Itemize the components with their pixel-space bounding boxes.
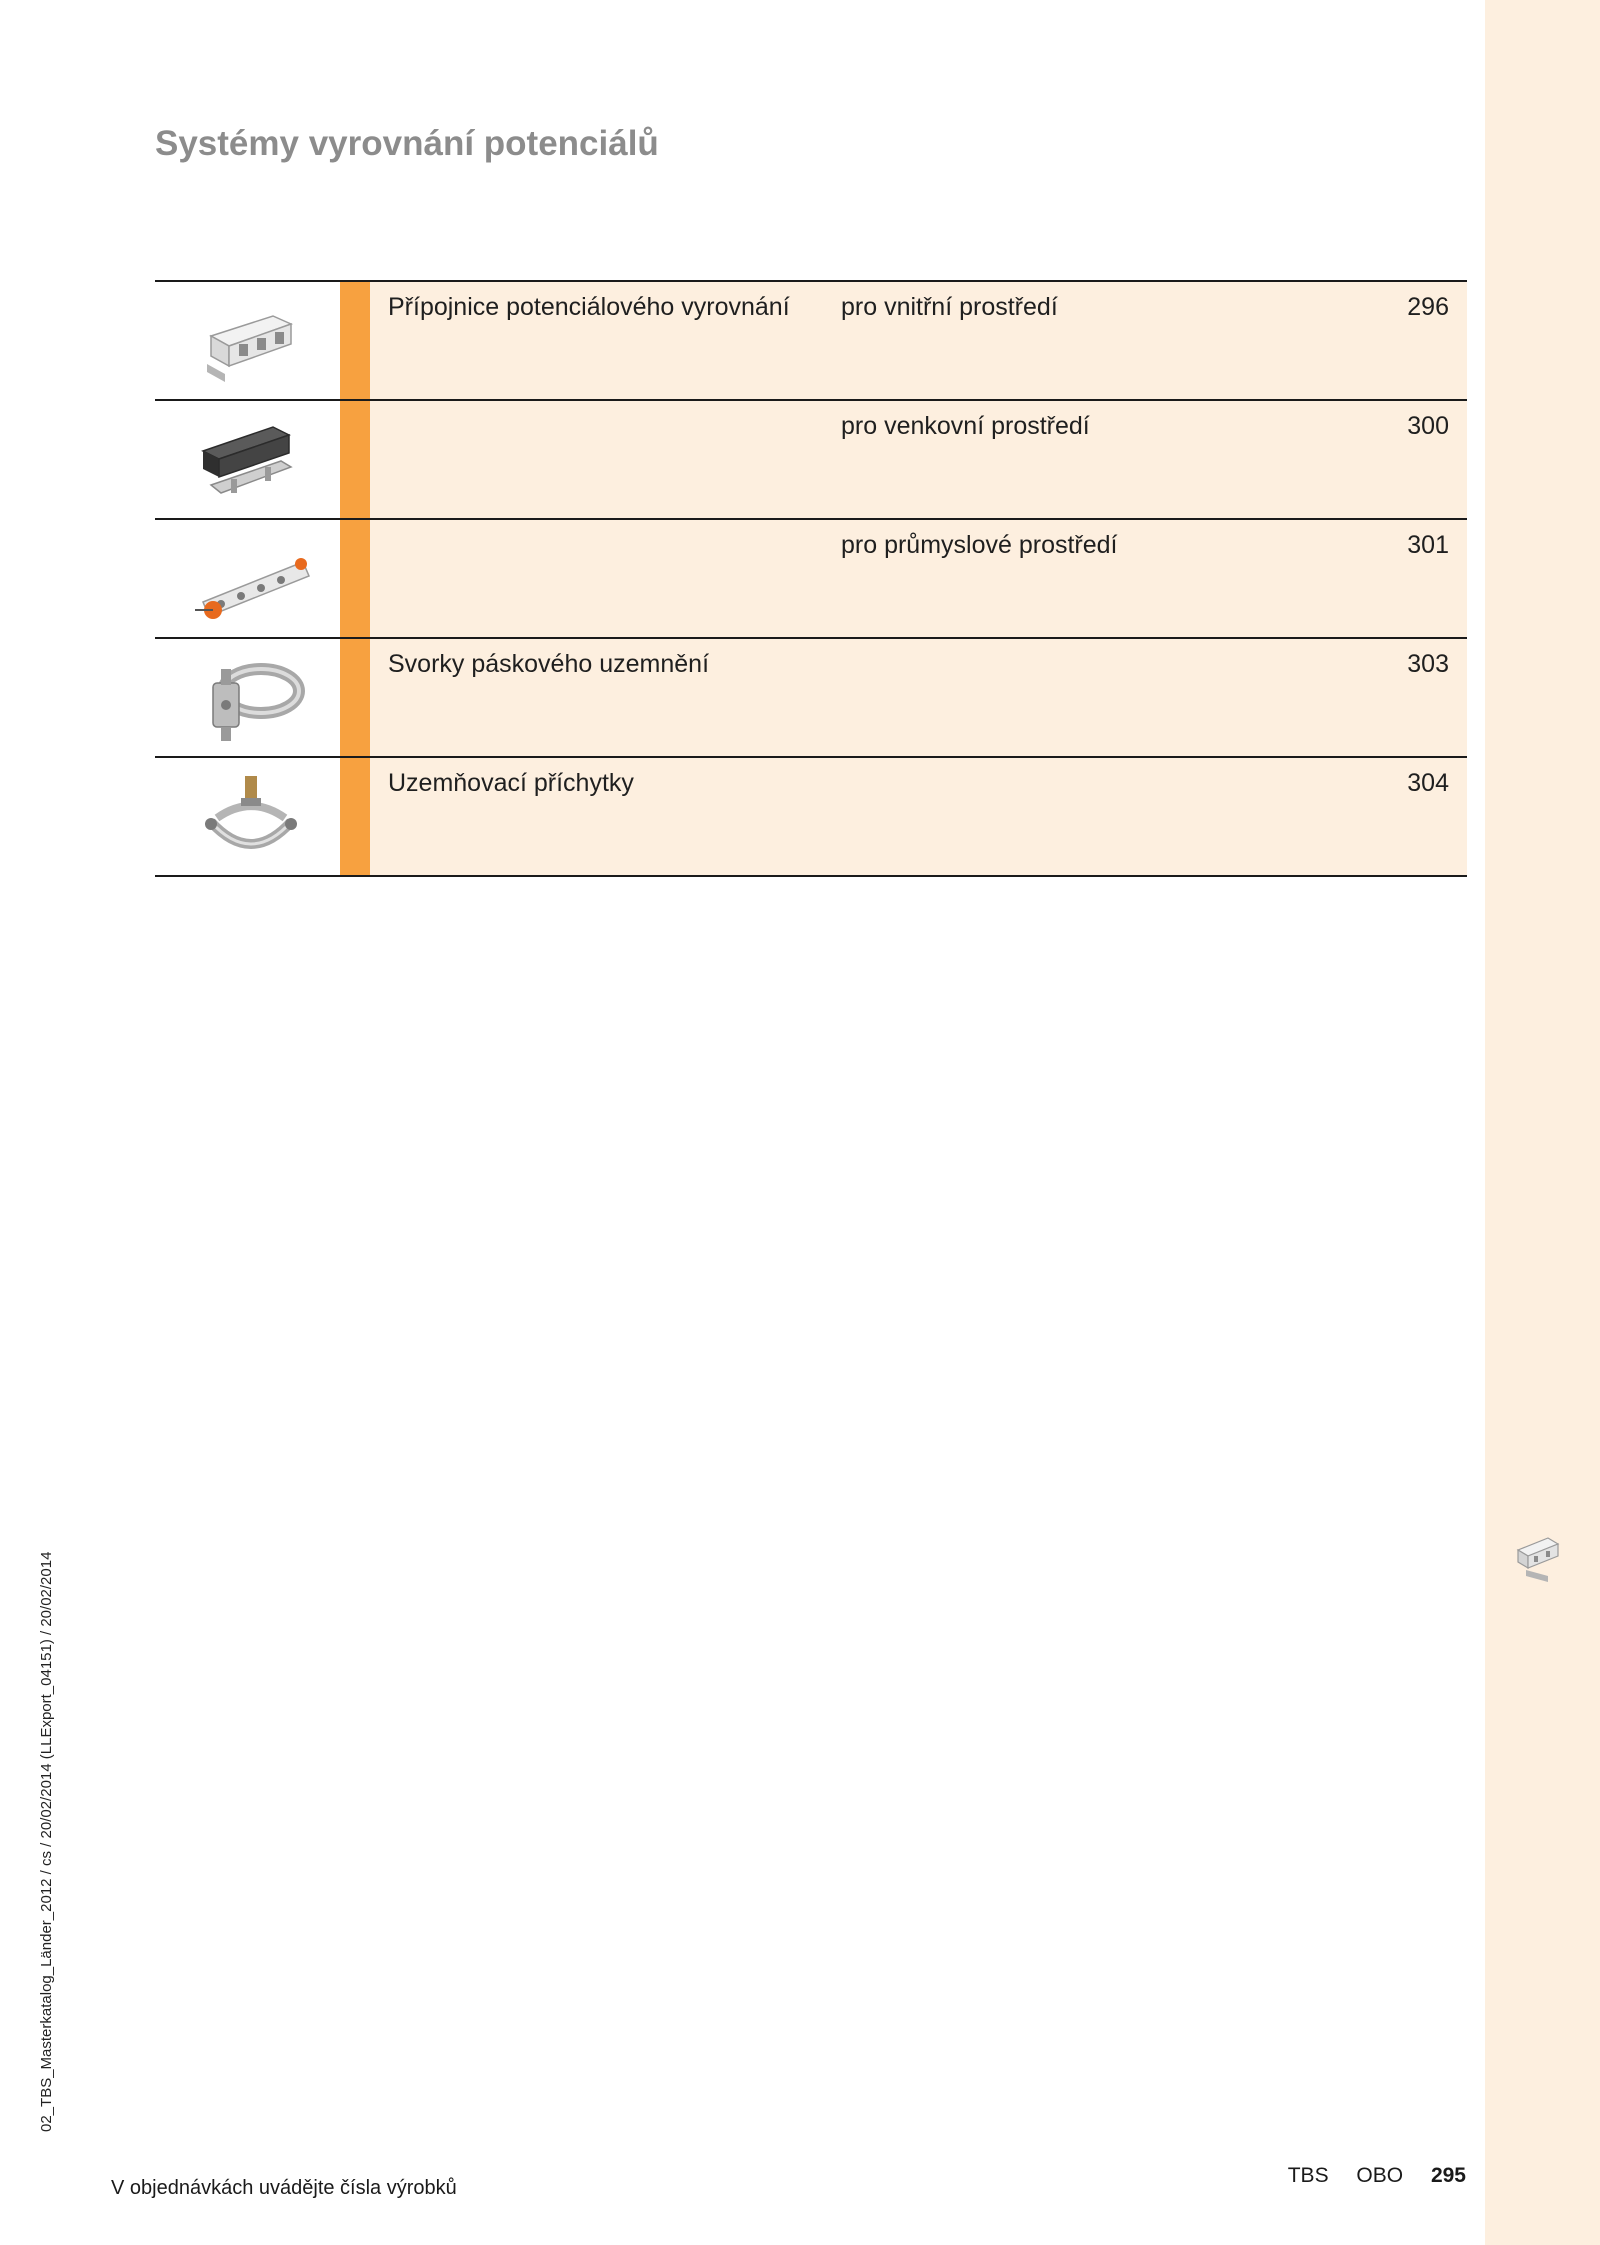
footer-brand-tbs: TBS [1287,2164,1329,2187]
row-name: Uzemňovací příchytky [388,769,634,797]
equipotential-busbar-industrial-icon [191,532,311,627]
row-name: Svorky páskového uzemnění [388,650,710,678]
footer-brand [1266,2164,1466,2188]
earthing-strap-clamp-icon [191,651,311,746]
earthing-pipe-clamp-icon [191,770,311,865]
footer-brand-obo: OBO [1356,2164,1404,2187]
row-page-number[interactable]: 301 [1407,531,1449,559]
product-table [155,280,1467,877]
equipotential-busbar-outdoor-icon [191,413,311,508]
row-environment: pro průmyslové prostředí [841,531,1118,559]
equipotential-busbar-indoor-icon [191,294,311,389]
page-number: 295 [1430,2164,1466,2187]
row-name: Přípojnice potenciálového vyrovnání [388,293,790,321]
row-page-number[interactable]: 300 [1407,412,1449,440]
table-row[interactable] [155,520,1467,639]
row-environment: pro venkovní prostředí [841,412,1090,440]
row-page-number[interactable]: 303 [1407,650,1449,678]
row-page-number[interactable]: 304 [1407,769,1449,797]
table-row[interactable] [155,401,1467,520]
row-environment: pro vnitřní prostředí [841,293,1058,321]
table-row[interactable] [155,282,1467,401]
table-row[interactable] [155,758,1467,877]
footer-note: V objednávkách uvádějte čísla výrobků [111,2177,457,2199]
page-title: Systémy vyrovnání potenciálů [155,124,659,163]
row-page-number[interactable]: 296 [1407,293,1449,321]
side-strip [1485,0,1600,2245]
document-meta: 02_TBS_Masterkatalog_Länder_2012 / cs / 20/02/2014 (LLExport_04151) / 20/02/2014 [38,1551,55,2132]
busbar-section-icon [1512,1528,1568,1586]
table-row[interactable] [155,639,1467,758]
